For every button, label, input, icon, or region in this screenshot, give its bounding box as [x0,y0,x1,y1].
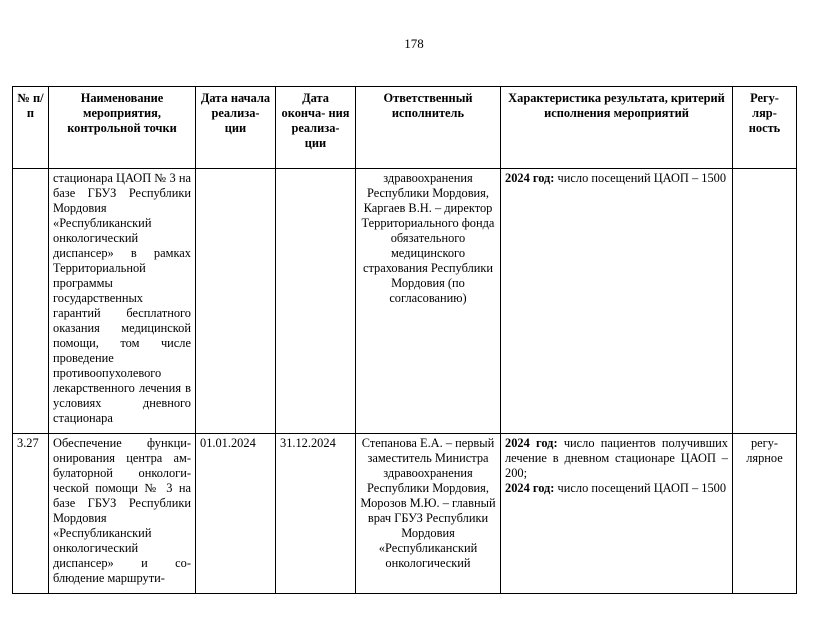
row-name: Обеспечение функци- онирования центра ам- булаторной онкологи- ческой помощи № 3 на базе ГБУЗ Республики Мордовия «Республиканский онкологический диспансер» и со- блюдение маршрути- [49,434,196,594]
result-text: число посещений ЦАОП – 1500 [554,171,727,185]
col-header-start-date: Дата начала реализа- ции [196,87,276,169]
result-text: число пациентов получивших лечение в дневном стационаре ЦАОП – 200; [505,436,728,480]
row-regularity: регу- лярное [733,434,797,594]
col-header-result: Характеристика результата, критерий исполнения мероприятий [501,87,733,169]
row-end-date: 31.12.2024 [276,434,356,594]
col-header-number: № п/п [13,87,49,169]
result-year-label: 2024 год: [505,436,558,450]
col-header-regularity: Регу- ляр- ность [733,87,797,169]
row-end-date [276,169,356,434]
row-result [501,169,733,434]
row-start-date [196,169,276,434]
row-name: стационара ЦАОП № 3 на базе ГБУЗ Республики Мордовия «Республиканский онкологический диспансер» в рамках Территориальной программы государственных гарантий бесплатного оказания медицинской помощи, том числе проведение противоопухолевого лекарственного лечения в условиях дневного стационара [49,169,196,434]
page-number: 178 [404,36,424,51]
events-table [12,86,797,594]
row-regularity [733,169,797,434]
row-responsible: здравоохранения Республики Мордовия, Каргаев В.Н. – директор Территориального фонда обязательного медицинского страхования Республики Мордовия (по согласованию) [356,169,501,434]
result-year-label: 2024 год: [505,171,555,185]
table-row [13,434,797,594]
col-header-end-date: Дата оконча- ния реализа- ции [276,87,356,169]
row-start-date: 01.01.2024 [196,434,276,594]
row-number: 3.27 [13,434,49,594]
table-header-row [13,87,797,169]
row-responsible: Степанова Е.А. – первый заместитель Министра здравоохранения Республики Мордовия, Морозов М.Ю. – главный врач ГБУЗ Республики Мордовия «Республиканский онкологический [356,434,501,594]
result-text: число посещений ЦАОП – 1500 [554,481,727,495]
col-header-name: Наименование мероприятия, контрольной точки [49,87,196,169]
col-header-responsible: Ответственный исполнитель [356,87,501,169]
result-year-label: 2024 год: [505,481,555,495]
row-number [13,169,49,434]
table-row [13,169,797,434]
row-result [501,434,733,594]
